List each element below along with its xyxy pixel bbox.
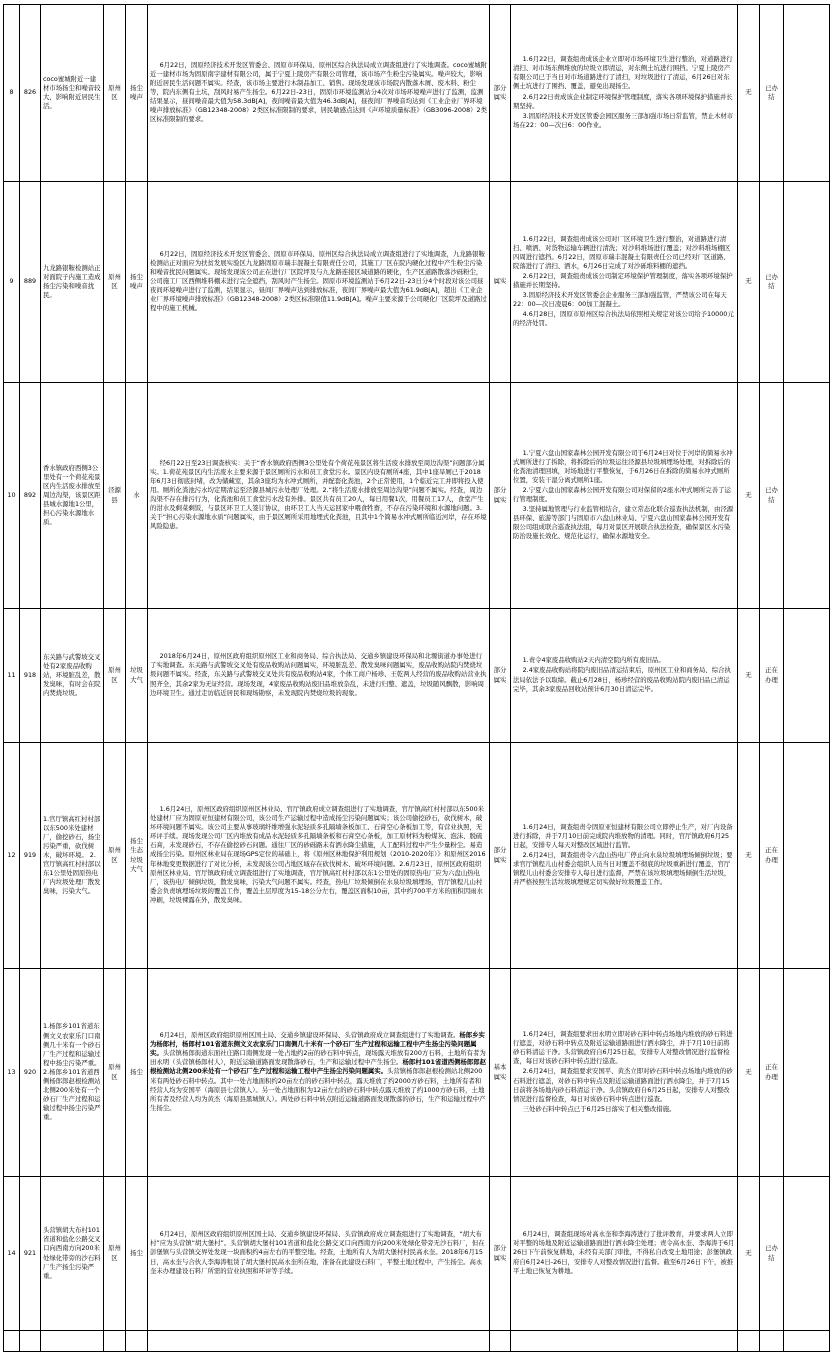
row-status: 已办结 <box>760 383 784 609</box>
row-process-step: 2.6月24日，调查组责令六盘山热电厂停止向水泉垃圾填埋场倾倒垃圾；要求官厅镇程儿山村委会组织人员当日对覆盖不彻底的垃圾重新进行覆盖，官厅镇程儿山村委会安排专人每日进行监督，严禁在该垃圾填埋场倾倒生活垃圾，并严格按照生活垃圾填埋规定切实做好垃圾覆盖工作。 <box>513 850 733 887</box>
row-result-text: 6月22日，固原经济技术开发区管委会、固原市环保局、原州区综合执法局成立调查组进行了实地调查。coco蜜城附近一建材市场为固原南宇建材有限公司，属于宁夏上陵房产有限公司管理，该市场产生粉尘污染属实。噪声较大，影响附近居民生活问题不属实。经查，该市场主要进行木制品加工、销售。现场发现该市场院内散落木屑、废木料、粉尘等，院内东侧有土坑，刮风时易产生扬尘。6月22日-23日，固原市环境监测站分4次对市场环境噪声进行了监测，监测结果显示，昼间噪音最大值为58.3dB[A]，夜间噪音最大值为46.3dB[A]，昼夜间厂界噪音均达到《工业企业厂界环境噪声排放标准》（GB12348-2008）2类区标准限制的要求，居民敏感点达到《声环境质量标准》（GB3096-2008）2类区标准限制的要求。 <box>150 60 487 124</box>
empty-cell <box>490 1331 511 1352</box>
row-petition-id: 919 <box>20 743 41 969</box>
empty-cell <box>104 1331 126 1352</box>
row-process-step: 2.6月22日责成该企业制定环境保护管理制度，落实各项环境保护措施并长期坚持。 <box>513 92 733 110</box>
row-status: 已办结 <box>760 182 784 383</box>
row-district: 原州区 <box>104 5 126 182</box>
row-petition-id: 826 <box>20 5 41 182</box>
row-status: 已办结 <box>760 1177 784 1331</box>
row-seq: 10 <box>4 383 20 609</box>
row-process-step: 3.固原经济技术开发区管委会企业服务三部加强监管，严禁该公司在每天22：00—次日凌晨6：00加工混凝土。 <box>513 291 727 309</box>
row-accountability: 无 <box>738 182 760 383</box>
row-seq: 11 <box>4 609 20 743</box>
row-pollution-type: 水 <box>126 383 148 609</box>
empty-row <box>4 1331 830 1352</box>
row-process-step: 1.6月24日，调查组要求田永明立即对砂石料中转点场地内堆放的砂石料进行遮盖，对砂石料中转点及附近运输道路面进行洒水降尘，并于7月10日前将砂石料清运干净。头营镇政府自6月25日起，安排专人对整改情况进行监督检查，每日对该砂石料中转点进行巡查。 <box>513 1030 733 1066</box>
row-accountability: 无 <box>738 5 760 182</box>
row-process-step: 2.4家废品收购站将院内废旧品清运结束后，原州区工业和商务局、综合执法局依法予以取缔。截止6月28日，杨珍经营的废品收购站院内废旧品已清运完毕，其余3家废品回收站预计6月30日清运完毕。 <box>513 666 731 693</box>
row-verified: 基本属实 <box>490 969 511 1177</box>
row-problem: 1.杨郎乡101省道东侧文义农家乐门口南侧几十米有一个砂石厂生产过程和运输过程中扬尘污染严重。 2.杨郎乡101省道西侧杨郎郎赵根检测站北侧200米处有一个砂石厂生产过程和运输过程中扬尘污染严重。 <box>41 969 104 1177</box>
row-process-step: 3.坚持属地管理与行业监管相结合，建立常态化联合巡查执法机制，由泾源县环保、旅游等部门与固原市六盘山林业局、宁夏六盘山国家森林公园开发有限公司组成联合巡查执法组，每月对景区开展联合执法检查，确保景区水污染防治设施长效化、规范化运行，确保水源地安全。 <box>513 505 734 541</box>
row-investigation-result <box>148 1177 490 1331</box>
row-pollution-type: 扬尘生态垃圾大气 <box>126 743 148 969</box>
row-process-step: 1.宁夏六盘山国家森林公园开发有限公司于6月24日对位于河岸的简易水冲式厕所进行了拆除，将拆除后的垃圾运往泾源县垃圾填埋场处理，对拆除后的化粪池清理回填，对场地进行平整恢复，于6月26日在拆除的简易水冲式厕所位置，安装干湿分离式厕所1座。 <box>513 448 733 484</box>
row-district: 原州区 <box>104 182 126 383</box>
empty-cell <box>760 1331 784 1352</box>
row-processing <box>511 609 738 743</box>
row-district: 泾源县 <box>104 383 126 609</box>
empty-cell <box>784 1331 830 1352</box>
empty-cell <box>511 1331 738 1352</box>
row-process-step: 1.6月24日，调查组责令固原亚恒建材有限公司立即停止生产，对厂内设备进行拆除，并于7月10日前完成院内堆放物的清理。同时，官厅镇政府6月25日起，安排专人每天对整改区域进行监管。 <box>513 822 733 849</box>
empty-cell <box>20 1331 41 1352</box>
row-pollution-type: 扬尘噪声 <box>126 5 148 182</box>
row-processing <box>511 383 738 609</box>
row-investigation-result <box>148 5 490 182</box>
row-petition-id: 921 <box>20 1177 41 1331</box>
row-investigation-result <box>148 969 490 1177</box>
row-petition-id: 889 <box>20 182 41 383</box>
result-text-bold: 杨郎乡实为杨郎村，杨郎村101省道东侧文义农家乐门口南侧几十米有一个砂石厂生产过程和运输工程中产生扬尘污染问题属实。 <box>150 1031 485 1058</box>
row-seq: 12 <box>4 743 20 969</box>
result-text-segment: 头营镇杨郎郎赵根检测站北侧200米有两处砂石料中转点。其中一处占地面积约20亩左右的砂石料中转点，露天堆放了约2000方砂石料，土地所有者和经营人均为安国平（海原县七营镇人）。另一处占地面积为12亩左右的砂石料中转点露天堆放了约1000方砂石料，土地所有者及经营人均为黄杰（海原县黑城镇人）。两处砂石料中转点附近运输道路面发现散落的砂石，生产和运输过程中产生扬尘。 <box>150 1067 486 1112</box>
row-accountability: 无 <box>738 1177 760 1331</box>
row-remarks <box>784 1177 830 1331</box>
row-problem: 香水镇政府西侧3公里处有一个荷花苑景区内生活废水排放至周边沟渠，该景区距县城水源地1公里，担心污染水源地水质。 <box>41 383 104 609</box>
row-district: 原州区 <box>104 743 126 969</box>
row-process-step: 4.6月28日，固原市原州区综合执法局依照相关规定对该公司给予10000元的经济处罚。 <box>513 310 734 328</box>
row-investigation-result <box>148 609 490 743</box>
result-text-segment: 头营镇杨郎街道东面社庄路口南侧发现一处占地约2亩的砂石料中转点，现场露天堆放有200方石料，土地所有者为田永明（头营镇杨郎村人），附近运输道路面发现散落砂石，生产和运输过程中产生扬尘。 <box>150 1049 486 1067</box>
row-accountability: 无 <box>738 609 760 743</box>
row-process-step: 2.6月24日，调查组要求安国平、黄杰立即对砂石料中转点场地内堆放的砂石料进行遮盖，对砂石料中转点及附近运输道路面进行洒水降尘，并于7月15日前将各场地内砂石料清运干净。头营镇政府自6月25日起，安排专人对整改情况进行监督检查，每日对该砂石料中转点进行巡查。 <box>513 1067 733 1103</box>
row-result-text: 2018年6月24日，原州区政府组织原州区工业和商务局、综合执法局、交通乡镇建设环保局和北塬街道办事处进行了实地调查。东关路与武警坡交叉处有废品收购站问题属实，环境脏乱差、散发臭味问题属实，废品收购站院内焚烧垃圾问题不属实。经查，东关路与武警坡交叉处共有废品收购站4家，个体工商户杨珍、王乾两人经营的废品收购站营业执照齐全，其余2家为无证经营。现场发现，4家废品收购站废旧品堆放杂乱，未进行归整、遮盖，垃圾随风飘散，影响周边环境卫生。通过走访临近居民和现场勘察，未发现院内焚烧垃圾的现象。 <box>150 652 487 697</box>
row-verified: 部分属实 <box>490 5 511 182</box>
row-verified: 部分属实 <box>490 383 511 609</box>
row-process-step: 2.宁夏六盘山国家森林公园开发有限公司对保留的2座水冲式厕所完善了运行管理制度。 <box>513 485 731 503</box>
row-pollution-type: 扬尘 <box>126 1177 148 1331</box>
row-problem: 九龙路银鞍检测站正对面院子内施工造成扬尘污染和噪音扰民。 <box>41 182 104 383</box>
row-result-text <box>150 1031 487 1113</box>
row-processing <box>511 969 738 1177</box>
row-process-step: 1.6月22日，调查组责成该企业立即对市场环境卫生进行整治，对道路进行清扫、对市场东侧堆放的垃圾立即清运，对东侧土坑进行围挡。宁夏上陵房产有限公司已于当日对市场道路进行了清扫，对垃圾进行了清运，6月26日对东侧土坑进行了围挡、覆盖，避免出现扬尘。 <box>513 55 733 91</box>
row-problem: 1.官厅镇高红村村部以东500米处建材厂，偷挖砂石，扬尘污染严重，砍伐树木，破坏环境。 2.官厅镇高红村村部以东1公里处固原热电厂内垃圾处理厂散发臭味，污染大气。 <box>41 743 104 969</box>
row-seq: 14 <box>4 1177 20 1331</box>
empty-cell <box>738 1331 760 1352</box>
table-row <box>4 609 830 743</box>
row-investigation-result <box>148 743 490 969</box>
table-row <box>4 743 830 969</box>
row-petition-id: 920 <box>20 969 41 1177</box>
row-seq: 13 <box>4 969 20 1177</box>
row-process-step: 三处砂石料中转点已于6月25日落实了相关整改措施。 <box>522 1104 676 1113</box>
table-row <box>4 1177 830 1331</box>
row-remarks <box>784 969 830 1177</box>
row-process-step: 1.责令4家废品收购站2天内清空院内所有废旧品。 <box>522 656 665 665</box>
row-investigation-result <box>148 383 490 609</box>
empty-cell <box>4 1331 20 1352</box>
row-accountability: 无 <box>738 969 760 1177</box>
row-accountability: 无 <box>738 383 760 609</box>
row-district: 原州区 <box>104 609 126 743</box>
row-verified: 属实 <box>490 182 511 383</box>
result-text-bold: 杨郎村101省道西侧杨郎郎赵根检测站北侧200米处有一个砂石厂生产过程和运输工程中产生扬尘污染问题属实。 <box>150 1058 487 1076</box>
row-investigation-result <box>148 182 490 383</box>
table-row <box>4 969 830 1177</box>
row-district: 原州区 <box>104 1177 126 1331</box>
row-status: 正在办理 <box>760 609 784 743</box>
row-accountability: 无 <box>738 743 760 969</box>
row-seq: 8 <box>4 5 20 182</box>
row-problem: 东关路与武警坡交叉处有2家废品收购站，环境脏乱差，散发臭味，有时会在院内焚烧垃圾。 <box>41 609 104 743</box>
row-verified: 部分属实 <box>490 1177 511 1331</box>
row-pollution-type: 扬尘噪声 <box>126 182 148 383</box>
row-verified: 部分属实 <box>490 743 511 969</box>
row-remarks <box>784 743 830 969</box>
row-result-text: 6月24日，原州区政府组织原州区国土局、交通乡镇建设环保局、头营镇政府成立调查组进行了实地调查，“胡大布村”应为头营镇“胡大堡村”。头营镇胡大堡村101省道和盐化公路交叉口向西南方向200米处绿化带旁无沙石料厂，但在彭堡镇与头营镇交界处发现一块面积约4亩左右的平整空地。经查，土地所有人为胡大堡村村民高永奎。2018年6月15日，高永奎与合伙人李海涛租赁了胡大堡村民高永奎所在地，准备在此建设石料厂，平整土地过程中，产生扬尘。高永奎未办理建设石料厂所需的营业执照和环评等手续。 <box>150 1230 485 1275</box>
table-row <box>4 383 830 609</box>
row-process-step: 1.6月22日，调查组责成该公司对厂区环境卫生进行整治，对道路进行清扫、喷洒、对货物运输车辆进行清洗；对沙料堆场进行覆盖；对沙料堆场棚区四周进行遮挡。6月22日，固原市瑞丰混凝土有限责任公司已经对厂区道路、院落进行了清扫、洒水，6月26日完成了对沙砾堆料棚的遮挡。 <box>513 234 731 270</box>
row-verified: 部分属实 <box>490 609 511 743</box>
row-pollution-type: 垃圾大气 <box>126 609 148 743</box>
row-pollution-type: 扬尘 <box>126 969 148 1177</box>
row-remarks <box>784 383 830 609</box>
row-remarks <box>784 609 830 743</box>
row-process-step: 6月24日，调查组现场对高永奎和李海涛进行了批评教育，并要求两人立即对平整的场地及附近运输道路面进行洒水降尘处理；责令高永奎、李海涛于6月26日下午前恢复耕地，未经有关部门审批，不得私自改变土地用途；彭堡镇政府自6月24日-26日，安排专人对整改情况进行监督。截至6月26日下午，被推平土地已恢复为耕地。 <box>513 1230 735 1275</box>
row-petition-id: 892 <box>20 383 41 609</box>
row-processing <box>511 182 738 383</box>
row-district: 原州区 <box>104 969 126 1177</box>
row-processing <box>511 5 738 182</box>
row-problem: coco蜜城附近一建材市场扬尘和噪音较大，影响附近居民生活。 <box>41 5 104 182</box>
row-processing <box>511 743 738 969</box>
row-seq: 9 <box>4 182 20 383</box>
empty-cell <box>41 1331 104 1352</box>
row-process-step: 3.固原经济技术开发区管委会园区服务三部加强市场日常监管，禁止木材市场在22：00—次日6：00作业。 <box>513 111 734 129</box>
row-result-text: 6月22日，固原经济技术开发区管委会、固原市环保局、原州区综合执法局成立调查组进行了实地调查，九龙路银鞍检测站正对面应为扶贫发展实验区九龙路固原市瑞丰混凝土有限责任公司，其施工厂区在院内硬化过程中产生粉尘污染和噪音扰民问题属实。现场发现该公司正在进行厂区院坪及与九龙路连接区域道路的硬化，生产区道路散落沙砾粉尘，公司施工厂区西侧堆料棚未进行完全遮挡，刮风时产生扬尘。固原市环境监测站于6月22日-23日分4个时段对该公司昼夜间环境噪声进行了监测，结果显示，昼间厂界噪声达到排放标准，夜间厂界噪声最大值为61.9dB[A]，超出《工业企业厂界环境噪声排放标准》（GB12348-2008）2类区标准限值11.9dB[A]。噪声主要来源于公司硬化厂区院坪及道路过程中的施工机械。 <box>150 249 487 313</box>
row-status: 已办结 <box>760 5 784 182</box>
row-problem: 头营镇胡大布村101省道和盐化公路交叉口向西南方向200米处绿化带旁的沙石料厂生产扬尘污染严重。 <box>41 1177 104 1331</box>
row-petition-id: 918 <box>20 609 41 743</box>
table-row <box>4 182 830 383</box>
row-remarks <box>784 182 830 383</box>
row-result-text: 1.6月24日，原州区政府组织原州区林业局、官厅镇政府成立调查组进行了实地调查，官厅镇高红村村部以东500米处建材厂应为固原亚恒建材有限公司，该公司生产运输过程中造成扬尘污染问题属实；该公司偷挖砂石，砍伐树木，破坏环境问题不属实。该公司主要从事玻璃纤维增强水泥轻质多孔隔墙条板加工、石膏空心条板加工等，有营业执照，无环评手续。现场发现公司厂区内堆放有成品水泥轻质多孔隔墙条板和石膏空心条板，加工原材料为粉煤灰、泡沫、脱硫石膏，未发现砂石，不存在偷挖砂石问题。通往厂区的砂砾路未有洒水降尘措施，人工配料过程中产生少量粉尘。易造成扬尘污染。原州区林业局在现场GPS定位的基础上，将《原州区林地保护利用规划（2010-2020年）》和原州区2016年林地变更数据进行了对比分析，未发现该公司占地区域存在砍伐树木、破坏环境问题。2.6月23日，原州区政府组织原州区林业局、官厅镇政府成立调查组进行了实地调查，官厅镇高红村村部以东1公里处的固原热电厂应为六盘山热电厂，该热电厂倾倒垃圾，散发臭味，污染大气问题不属实。经查，热电厂垃圾倾倒在水泉垃圾填埋场，官厅镇程儿山村委会负责填埋场垃圾的覆盖工作，覆盖土层厚度为15-18公分左右，覆盖区面积10亩，其中约700平方米的面积因雨水冲刷，垃圾裸露在外，散发臭味。 <box>150 804 486 904</box>
row-process-step: 2.6月22日，调查组责成该公司制定环境保护管理制度，落实各项环境保护措施并长期坚持。 <box>513 271 733 289</box>
row-processing <box>511 1177 738 1331</box>
table-row <box>4 5 830 182</box>
row-result-text: 经6月22日至23日调查核实：关于“香水镇政府西侧3公里处有个荷花苑景区将生活废水排放至周边沟渠”问题部分属实。1.荷花苑景区内生活废水主要来源于景区厕所污水和员工食堂污水。景区内设有厕所4座，其中1座旱厕已于2018年6月3日彻底封堵，改为储藏室，其余3座均为水冲式厕所，并配套化粪池，2个正常使用，1个临近完工并即将投入使用。厕所化粪池污水均定期清运至泾源县城污水处理厂处理。2.“将生活废水排放至周边沟渠”问题不属实。经查，周边沟渠不存在排污行为，化粪池和员工食堂污水没有外排。景区共有员工20人，每日用餐1次，用餐员工17人，食堂产生的泔水及剩菜剩饭，与景区环卫工人签订协议，由环卫工人当天运回家中喂食牲畜，不存在污染环境和水源地问题。3.关于“担心污染水源地水质”问题属实，由于景区厕所采用地埋式化粪池，且其中1个简易水冲式厕所临近河岸，存在环境风险隐患。 <box>150 458 487 531</box>
row-status: 正在办理 <box>760 743 784 969</box>
row-status: 正在办理 <box>760 969 784 1177</box>
result-text-segment: 6月24日，原州区政府组织原州区国土局、交通乡镇建设环保局、头营镇政府成立调查组进行了实地调查。 <box>159 1031 460 1040</box>
empty-cell <box>126 1331 148 1352</box>
row-remarks <box>784 5 830 182</box>
petition-table <box>3 4 830 1352</box>
empty-cell <box>148 1331 490 1352</box>
